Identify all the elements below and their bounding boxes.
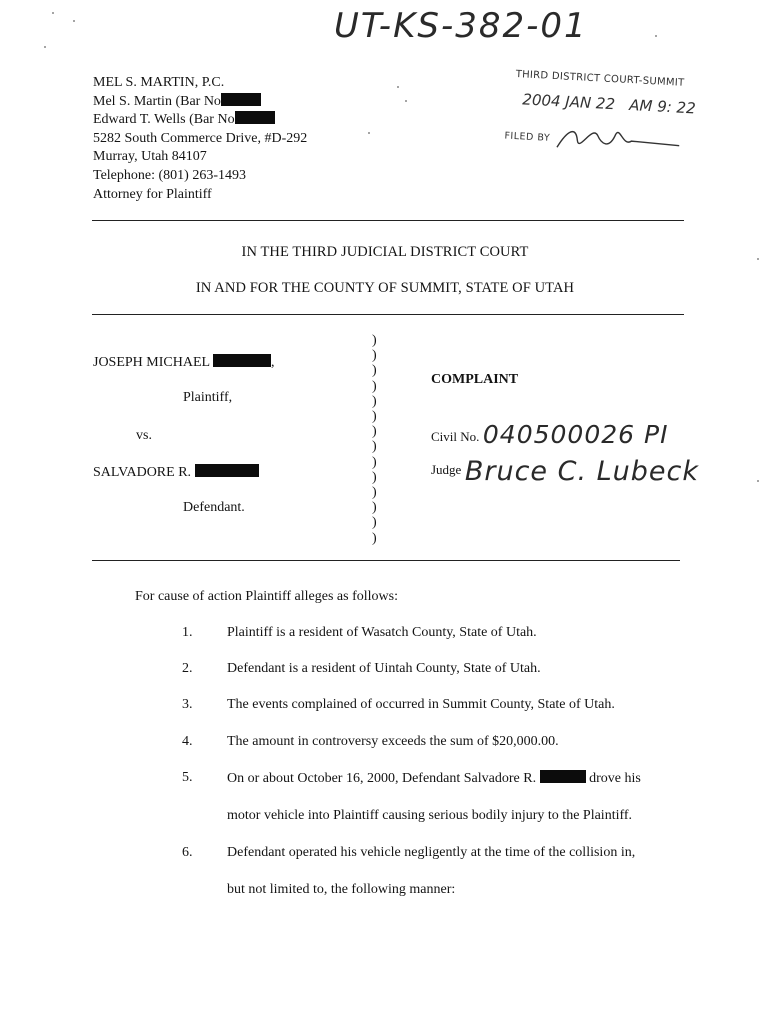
attorney-address: 5282 South Commerce Drive, #D-292: [93, 130, 308, 146]
court-name: IN THE THIRD JUDICIAL DISTRICT COURT: [241, 244, 529, 260]
stamp-court: THIRD DISTRICT COURT-SUMMIT: [515, 69, 685, 89]
civil-number-handwritten: 040500026 PI: [482, 420, 669, 449]
caption-bottom-rule: [92, 560, 680, 561]
redaction-bar: [540, 770, 586, 783]
allegation-number: 2.: [182, 661, 193, 676]
attorney-phone: Telephone: (801) 263-1493: [93, 167, 246, 183]
allegation-text: On or about October 16, 2000, Defendant Salvadore R. drove his: [227, 771, 641, 786]
civil-number: Civil No. 040500026 PI: [431, 420, 669, 449]
allegation-text-continued: but not limited to, the following manner:: [227, 882, 456, 897]
allegation-number: 3.: [182, 697, 193, 712]
attorney-line-2: Mel S. Martin (Bar No: [93, 93, 307, 112]
stamp-datetime: 2004 JAN 22 AM 9: 22: [521, 90, 697, 118]
attorney-line-3: Edward T. Wells (Bar No: [93, 111, 307, 130]
allegation-number: 1.: [182, 625, 193, 640]
allegation-text: Defendant operated his vehicle negligently at the time of the collision in,: [227, 845, 636, 860]
caption-top-rule: [92, 314, 684, 315]
judge-name-handwritten: Bruce C. Lubeck: [464, 456, 700, 487]
allegation-number: 4.: [182, 734, 193, 749]
redaction-bar: [221, 93, 261, 106]
clerk-initials-signature: [553, 121, 684, 160]
complaint-intro: For cause of action Plaintiff alleges as follows:: [135, 589, 398, 604]
allegation-text: The events complained of occurred in Summit County, State of Utah.: [227, 697, 615, 712]
redaction-bar: [235, 111, 275, 124]
plaintiff-role: Plaintiff,: [183, 390, 233, 405]
allegation-number: 5.: [182, 770, 193, 785]
defendant-role: Defendant.: [183, 500, 245, 515]
filing-stamp: [504, 69, 697, 160]
judge-assignment: Judge Bruce C. Lubeck: [431, 456, 700, 487]
redaction-bar: [213, 354, 271, 367]
allegation-text: The amount in controversy exceeds the sum of $20,000.00.: [227, 734, 559, 749]
allegation-text-continued: motor vehicle into Plaintiff causing serious bodily injury to the Plaintiff.: [227, 808, 633, 823]
attorney-city: Murray, Utah 84107: [93, 149, 207, 165]
caption-parenthesis-column: ) ) ) ) ) ) ) ) ) ) ) ) ) ): [372, 333, 377, 546]
redaction-bar: [195, 464, 259, 477]
allegation-text: Defendant is a resident of Uintah County, State of Utah.: [227, 661, 541, 676]
attorney-block: [93, 74, 307, 204]
court-jurisdiction: IN AND FOR THE COUNTY OF SUMMIT, STATE OF UTAH: [195, 280, 575, 296]
stamp-filed-by: FILED BY: [504, 119, 683, 160]
handwritten-case-number: UT-KS-382-01: [334, 6, 588, 46]
allegation-text: Plaintiff is a resident of Wasatch County, State of Utah.: [227, 625, 537, 640]
attorney-firm: MEL S. MARTIN, P.C.: [93, 75, 225, 90]
allegation-number: 6.: [182, 845, 193, 860]
attorney-role: Attorney for Plaintiff: [93, 186, 212, 202]
plaintiff-name: JOSEPH MICHAEL ,: [93, 355, 275, 370]
versus-label: vs.: [136, 428, 152, 443]
document-title: COMPLAINT: [431, 372, 519, 387]
header-rule: [92, 220, 684, 221]
defendant-name: SALVADORE R.: [93, 464, 259, 481]
